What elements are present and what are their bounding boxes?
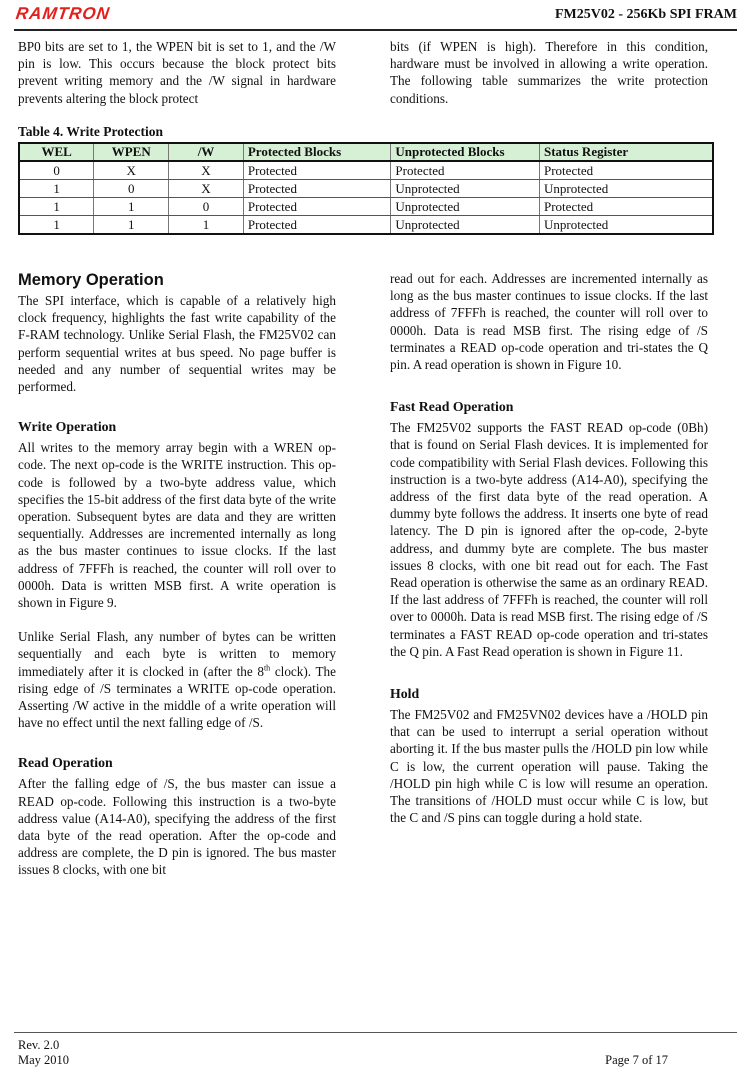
read-operation-paragraph-left: After the falling edge of /S, the bus master can issue a READ op-code. Following this instruction is a two-byte address value (A14-A0), specifying the address of the first data byte of the read operation. After the op-code and address are complete, the D pin is ignored. The bus master issues 8 clocks, with one bit [18, 776, 336, 878]
page-header [14, 2, 737, 28]
right-body-column [390, 270, 708, 826]
table-cell: Unprotected [540, 216, 714, 235]
column-header: /W [169, 143, 244, 161]
section-heading-read-operation: Read Operation [18, 755, 113, 771]
write-protection-table [18, 142, 714, 235]
table-cell: Unprotected [391, 198, 540, 216]
table-cell: 1 [19, 216, 94, 235]
table-cell: Unprotected [540, 180, 714, 198]
table-cell: Protected [243, 180, 391, 198]
table-cell: 1 [94, 198, 169, 216]
section-heading-hold: Hold [390, 686, 420, 702]
table-cell: 1 [94, 216, 169, 235]
footer-revision-block [18, 1038, 69, 1068]
document-title: FM25V02 - 256Kb SPI FRAM [555, 7, 737, 22]
intro-right-column [390, 38, 708, 107]
table-cell: 0 [19, 161, 94, 180]
section-heading-fast-read-operation: Fast Read Operation [390, 399, 514, 415]
write-operation-paragraph-2: Unlike Serial Flash, any number of bytes can be written sequentially and each byte is written to memory immediately after it is clocked in (after the 8th clock). The rising edge of /S terminates a WRITE op-code operation. Asserting /W active in the middle of a write operation will have no effect until the next falling edge of /S. [18, 629, 336, 731]
table-row [19, 198, 713, 216]
table-cell: Unprotected [391, 180, 540, 198]
column-header: Protected Blocks [243, 143, 391, 161]
table-cell: Protected [243, 198, 391, 216]
memory-operation-paragraph: The SPI interface, which is capable of a relatively high clock frequency, highlights the fast write capability of the F-RAM technology. Unlike Serial Flash, the FM25V02 can perform sequential writes at bus speed. No page buffer is needed and any number of sequential writes may be performed. [18, 293, 336, 395]
table-cell: 1 [19, 180, 94, 198]
section-heading-write-operation: Write Operation [18, 419, 117, 435]
intro-left-column [18, 38, 336, 107]
table-cell: 1 [169, 216, 244, 235]
write-operation-paragraph-1: All writes to the memory array begin with a WREN op-code. The next op-code is the WRITE instruction. This op-code is followed by a two-byte address value, which specifies the 15-bit address of the first data byte of the write operation. Subsequent bytes are data and they are written sequentially. Addresses are incremented internally as long as the bus master continues to issue clocks. If the last address of 7FFFh is reached, the counter will roll over to 0000h. Data is written MSB first. A write operation is shown in Figure 9. [18, 440, 336, 611]
table-cell: Protected [243, 216, 391, 235]
section-heading-memory-operation: Memory Operation [18, 271, 164, 289]
column-header: Unprotected Blocks [391, 143, 540, 161]
revision-label: Rev. 2.0 [18, 1038, 60, 1052]
hold-paragraph: The FM25V02 and FM25VN02 devices have a /HOLD pin that can be used to interrupt a serial operation without aborting it. If the bus master pulls the /HOLD pin low while C is low, the current operation will pause. Taking the /HOLD pin high while C is low will resume an operation. The transitions of /HOLD must occur while C is low, but the C and /S pins can toggle during a hold state. [390, 707, 708, 826]
intro-paragraph-right: bits (if WPEN is high). Therefore in this condition, hardware must be involved in allowing a write operation. The following table summarizes the write protection conditions. [390, 39, 708, 106]
table-cell: 0 [94, 180, 169, 198]
table-cell: 1 [19, 198, 94, 216]
table-cell: Protected [540, 198, 714, 216]
page-number: Page 7 of 17 [605, 1053, 668, 1067]
table-cell: X [94, 161, 169, 180]
table-cell: 0 [169, 198, 244, 216]
table-row [19, 216, 713, 235]
date-label: May 2010 [18, 1053, 70, 1067]
column-header: WPEN [94, 143, 169, 161]
footer-divider [14, 1032, 737, 1033]
read-operation-paragraph-right: read out for each. Addresses are incremented internally as long as the bus master continues to issue clocks. If the last address of 7FFFh is reached, the counter will roll over to 0000h. Data is read MSB first. The rising edge of /S terminates a READ op-code operation and tri-states the Q pin. A read operation is shown in Figure 10. [390, 271, 708, 373]
table-row [19, 161, 713, 180]
table-cell: Protected [391, 161, 540, 180]
table-cell: Unprotected [391, 216, 540, 235]
table-cell: Protected [540, 161, 714, 180]
intro-paragraph-left: BP0 bits are set to 1, the WPEN bit is set to 1, and the /W pin is low. This occurs because the block protect bits prevent writing memory and the /W signal in hardware prevents altering the block protect [18, 39, 336, 106]
table-row [19, 180, 713, 198]
column-header: Status Register [540, 143, 714, 161]
header-divider [14, 29, 737, 31]
table-cell: X [169, 161, 244, 180]
table-cell: Protected [243, 161, 391, 180]
table-cell: X [169, 180, 244, 198]
ramtron-logo: RAMTRON [14, 4, 112, 23]
table-header-row [19, 143, 713, 161]
fast-read-operation-paragraph: The FM25V02 supports the FAST READ op-code (0Bh) that is found on Serial Flash devices. It is implemented for code compatibility with Serial Flash devices. Following this instruction is a two-byte address (A14-A0), specifying the address of the first data byte of the read operation. A dummy byte follows the address. It inserts one byte of read latency. The D pin is ignored after the op-code, 2-byte address, and dummy byte are complete. The bus master issues 8 clocks, with one bit read out for each. The Fast Read operation is otherwise the same as an ordinary READ. If the last address of 7FFFh is reached, the counter will roll over to 0000h. Data is read MSB first. The rising edge of /S terminates a FAST READ op-code operation and tri-states the Q pin. A Fast Read operation is shown in Figure 11. [390, 420, 708, 659]
column-header: WEL [19, 143, 94, 161]
table-caption: Table 4. Write Protection [18, 124, 163, 139]
left-body-column [18, 270, 336, 879]
